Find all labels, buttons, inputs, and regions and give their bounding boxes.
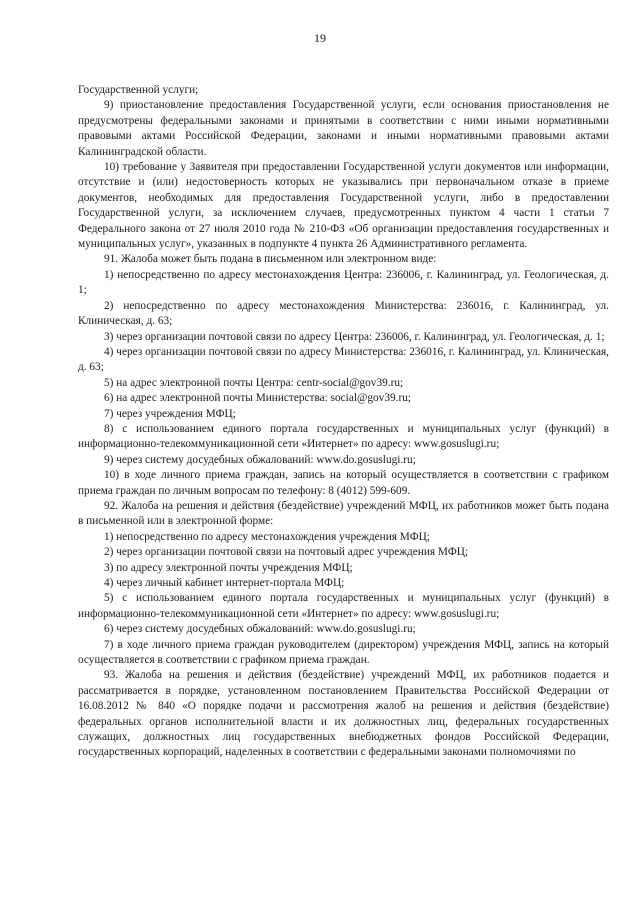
paragraph: 1) непосредственно по адресу местонахождения Центра: 236006, г. Калининград, ул. Геологическая, д. 1;	[78, 268, 609, 297]
paragraph: 8) с использованием единого портала государственных и муниципальных услуг (функций) в информационно-телекоммуникационной сети «Интернет» по адресу: www.gosuslugi.ru;	[78, 422, 609, 451]
document-body	[78, 83, 609, 761]
paragraph: 4) через организации почтовой связи по адресу Министерства: 236016, г. Калининград, ул. Клиническая, д. 63;	[78, 345, 609, 374]
paragraph: 4) через личный кабинет интернет-портала МФЦ;	[104, 577, 345, 589]
paragraph: 3) по адресу электронной почты учреждения МФЦ;	[104, 561, 353, 574]
paragraph: 6) на адрес электронной почты Министерства: social@gov39.ru;	[104, 392, 411, 405]
paragraph: 2) через организации почтовой связи на почтовый адрес учреждения МФЦ;	[104, 546, 469, 559]
paragraph: 10) требование у Заявителя при предоставлении Государственной услуги документов или информации, отсутствие и (или) недостоверность которых не указывались при первоначальном отказе в приеме документов, необходимых для предоставления Государственной услуги, либо в предоставлении Государственной услуги, за исключением случаев, предусмотренных пунктом 4 части 1 статьи 7 Федерального закона от 27 июля 2010 года № 210-ФЗ «Об организации предоставления государственных и муниципальных услуг», указанных в подпункте 4 пункта 26 Административного регламента.	[78, 161, 609, 251]
paragraph: Государственной услуги;	[78, 84, 199, 96]
paragraph: 91. Жалоба может быть подана в письменном или электронном виде:	[104, 253, 437, 266]
paragraph: 2) непосредственно по адресу местонахождения Министерства: 236016, г. Калининград, ул. Клиническая, д. 63;	[78, 299, 609, 328]
paragraph: 5) с использованием единого портала государственных и муниципальных услуг (функций) в информационно-телекоммуникационной сети «Интернет» по адресу: www.gosuslugi.ru;	[78, 592, 609, 620]
paragraph: 9) через систему досудебных обжалований: www.do.gosuslugi.ru;	[104, 453, 416, 466]
page-number: 19	[314, 31, 326, 45]
paragraph: 9) приостановление предоставления Государственной услуги, если основания приостановления не предусмотрены федеральными законами и принятыми в соответствии с ними иными нормативными правовыми актами Российской Федерации, законами и иными нормативными правовыми актами Калининградской области.	[78, 99, 609, 158]
paragraph: 92. Жалоба на решения и действия (бездействие) учреждений МФЦ, их работников может быть подана в письменной или в электронной форме:	[78, 499, 609, 528]
paragraph: 5) на адрес электронной почты Центра: centr-social@gov39.ru;	[104, 376, 404, 389]
paragraph: 10) в ходе личного приема граждан, запись на который осуществляется в соответствии с графиком приема граждан по личным вопросам по телефону: 8 (4012) 599-609.	[78, 469, 609, 497]
paragraph: 1) непосредственно по адресу местонахождения учреждения МФЦ;	[104, 530, 430, 543]
paragraph: 3) через организации почтовой связи по адресу Центра: 236006, г. Калининград, ул. Геологическая, д. 1;	[104, 330, 605, 343]
paragraph: 7) в ходе личного приема граждан руководителем (директором) учреждения МФЦ, запись на который осуществляется в соответствии с графиком приема граждан.	[78, 638, 609, 667]
paragraph: 7) через учреждения МФЦ;	[104, 407, 236, 420]
paragraph: 6) через систему досудебных обжалований: www.do.gosuslugi.ru;	[104, 623, 416, 636]
paragraph: 93. Жалоба на решения и действия (бездействие) учреждений МФЦ, их работников подается и рассматривается в порядке, установленном постановлением Правительства Российской Федерации от 16.08.2012 № 840 «О порядке подачи и рассмотрения жалоб на решения и действия (бездействие) федеральных органов исполнительной власти и их должностных лиц, федеральных государственных служащих, должностных лиц государственных внебюджетных фондов Российской Федерации, государственных корпораций, наделенных в соответствии с федеральными законами полномочиями по	[78, 669, 609, 759]
